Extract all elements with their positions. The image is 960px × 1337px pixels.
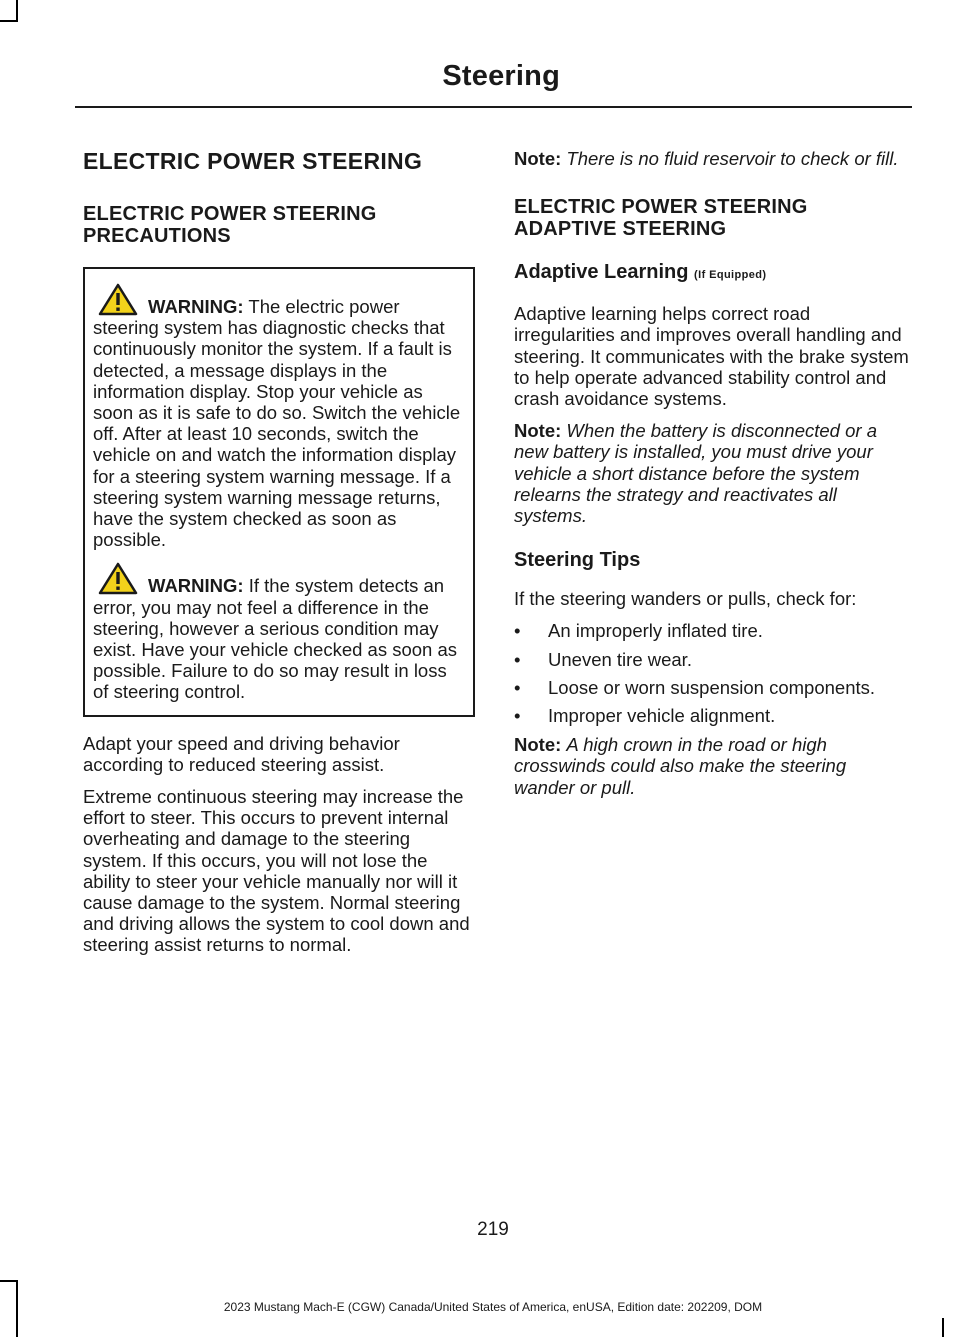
warning-text: If the system detects an error, you may not feel a difference in the steering, however a serious condition may exist. Have your vehicle checked as soon as possible. Failure to do so may result in loss of steering control. [93,575,458,703]
list-item: • Loose or worn suspension components. [514,677,909,698]
note-label: Note: [514,420,562,442]
subsection-heading: ELECTRIC POWER STEERING ADAPTIVE STEERING [514,196,808,241]
crop-mark [942,1318,944,1337]
page-number: 219 [477,1219,509,1240]
warning-label: WARNING: [148,575,244,597]
topic-heading: Steering Tips [514,549,641,572]
warning-box [83,267,475,717]
body-paragraph: If the steering wanders or pulls, check for: [514,588,857,610]
crop-mark [0,1280,18,1282]
page-footer: 2023 Mustang Mach-E (CGW) Canada/United States of America, enUSA, Edition date: 202209, DOM [223,1300,763,1314]
note-text: When the battery is disconnected or a new battery is installed, you must drive your vehicle a short distance before the system relearns the strategy and reactivates all systems. [514,420,877,527]
warning-triangle-icon [98,562,138,595]
warning-paragraph [93,562,465,702]
list-item: • Uneven tire wear. [514,649,909,670]
subsection-heading: ELECTRIC POWER STEERING PRECAUTIONS [83,203,377,247]
section-heading: ELECTRIC POWER STEERING [83,148,423,174]
warning-paragraph [93,283,465,550]
list-item: • An improperly inflated tire. [514,620,909,641]
warning-label: WARNING: [148,296,244,317]
note-label: Note: [514,148,562,169]
equipment-tag: (If Equipped) [694,269,767,282]
note [514,420,909,526]
body-paragraph: Adapt your speed and driving behavior according to reduced steering assist. [83,732,400,775]
note [514,734,909,798]
warning-text: The electric power steering system has diagnostic checks that continuously monitor the system. If a fault is detected, a message displays in the information display. Stop your vehicle as soon as it is safe to do so. Switch the vehicle off. After at least 10 seconds, switch the vehicle on and watch the information display for a steering system warning message. If a steering system warning message returns, have the system checked as soon as possible. [93,296,461,551]
right-column [514,148,909,809]
crop-mark [16,0,18,22]
topic-heading-text: Adaptive Learning [514,261,689,284]
left-column [83,148,475,967]
note-text: A high crown in the road or high crosswinds could also make the steering wander or pull. [514,734,847,798]
tips-list [514,620,909,726]
body-paragraph: Adaptive learning helps correct road irregularities and improves overall handling and steering. It communicates with the brake system to help operate advanced stability control and crash avoidance systems. [514,303,909,410]
topic-heading [514,260,909,287]
note [514,148,909,169]
list-item: • Improper vehicle alignment. [514,705,909,726]
crop-mark [0,20,18,22]
note-label: Note: [514,734,562,756]
note-text: There is no fluid reservoir to check or fill. [566,148,899,169]
warning-triangle-icon [98,283,138,316]
header-rule [75,106,912,108]
page-header-title: Steering [442,60,560,92]
body-paragraph: Extreme continuous steering may increase the effort to steer. This occurs to prevent internal overheating and damage to the steering system. If this occurs, you will not lose the ability to steer your vehicle manually nor will it cause damage to the system. Normal steering and driving allows the system to cool down and steering assist returns to normal. [83,786,470,956]
